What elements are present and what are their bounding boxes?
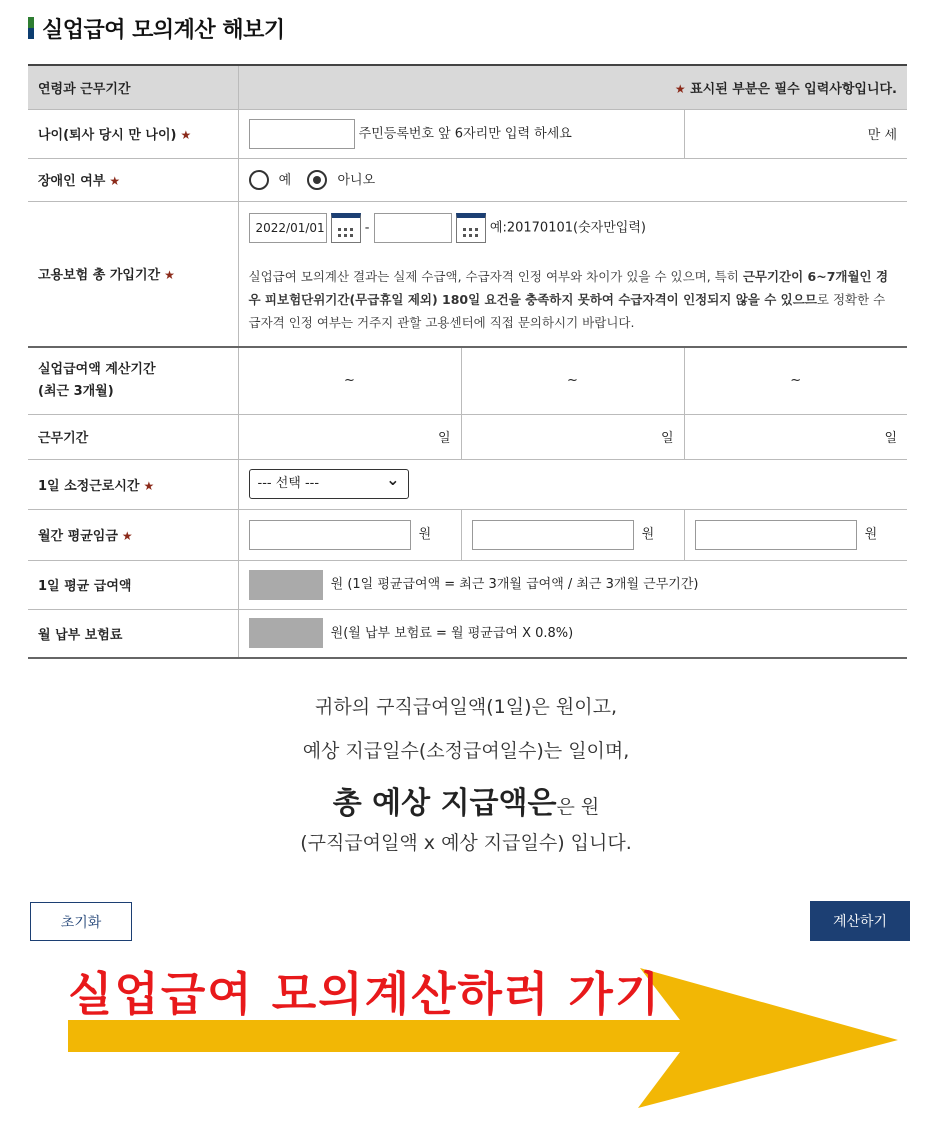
calc-period-label-line2: (최근 3개월)	[38, 383, 114, 399]
header-label: 연령과 근무기간	[28, 65, 238, 109]
calc-period-label-line1: 실업급여액 계산기간	[38, 361, 156, 377]
daily-benefit-desc: 원 (1일 평균급여액 = 최근 3개월 급여액 / 최근 3개월 근무기간)	[330, 577, 699, 592]
monthly-wage-3-cell	[684, 509, 907, 560]
monthly-wage-3-unit: 원	[864, 527, 878, 542]
required-star-icon: ★	[180, 128, 192, 142]
result-line-1: 귀하의 구직급여일액(1일)은 원이고,	[315, 696, 617, 718]
daily-hours-select[interactable]: --- 선택 --- ⌄	[249, 469, 409, 499]
table-header-row	[28, 65, 907, 109]
work-period-1-unit: 일	[238, 414, 461, 459]
work-period-row	[28, 414, 907, 459]
calc-period-row	[28, 347, 907, 414]
age-label-text: 나이(퇴사 당시 만 나이)	[38, 128, 177, 143]
end-date-input[interactable]	[374, 213, 452, 243]
age-input[interactable]	[249, 119, 355, 149]
monthly-wage-1-unit: 원	[418, 527, 432, 542]
disability-no-radio[interactable]	[307, 170, 327, 190]
disability-label-text: 장애인 여부	[38, 174, 106, 189]
result-line-2: 예상 지급일수(소정급여일수)는 일이며,	[302, 740, 630, 762]
monthly-premium-desc: 원(월 납부 보험료 = 월 평균급여 X 0.8%)	[330, 625, 574, 641]
title-accent-bar	[28, 17, 34, 39]
monthly-wage-2-unit: 원	[641, 527, 655, 542]
disability-yes-radio[interactable]	[249, 170, 269, 190]
monthly-premium-row	[28, 609, 907, 658]
page-title-row	[28, 14, 285, 42]
work-period-2-unit: 일	[461, 414, 684, 459]
work-period-3-unit: 일	[684, 414, 907, 459]
disability-yes-label: 예	[278, 172, 292, 188]
age-row	[28, 109, 907, 158]
calc-period-2: ~	[461, 347, 684, 414]
daily-benefit-cell	[238, 560, 907, 609]
notice-text-2: 로 정확한 수급자격 인정 여부는 거주지 관할 고용센터에 직접 문의하시기 바랍니다.	[248, 292, 886, 331]
age-hint: 주민등록번호 앞 6자리만 입력 하세요	[358, 126, 572, 141]
monthly-wage-label	[28, 509, 238, 560]
promo-link-text[interactable]: 실업급여 모의계산하러 가기	[68, 967, 662, 1021]
daily-benefit-row	[28, 560, 907, 609]
start-date-input[interactable]: 2022/01/01	[249, 213, 327, 243]
monthly-wage-3-input[interactable]	[695, 520, 857, 550]
page-title: 실업급여 모의계산 해보기	[42, 17, 285, 43]
required-note-text: 표시된 부분은 필수 입력사항입니다.	[690, 81, 897, 97]
calculator-form-table	[28, 64, 907, 659]
daily-benefit-label: 1일 평균 급여액	[28, 560, 238, 609]
required-star-icon: ★	[674, 81, 686, 96]
date-example: 예:20170101(숫자만입력)	[489, 220, 646, 236]
daily-hours-cell	[238, 459, 907, 509]
insurance-period-row	[28, 201, 907, 347]
required-star-icon: ★	[143, 478, 155, 493]
start-calendar-icon[interactable]	[331, 213, 361, 243]
monthly-premium-output	[249, 618, 323, 648]
calc-period-1: ~	[238, 347, 461, 414]
required-note	[238, 65, 907, 109]
date-separator: -	[364, 220, 370, 236]
monthly-wage-2-input[interactable]	[472, 520, 634, 550]
work-period-label: 근무기간	[28, 414, 238, 459]
disability-row	[28, 158, 907, 201]
monthly-wage-label-text: 월간 평균임금	[38, 529, 118, 544]
end-calendar-icon[interactable]	[456, 213, 486, 243]
daily-hours-label-text: 1일 소정근로시간	[38, 478, 140, 494]
required-star-icon: ★	[109, 174, 121, 188]
age-input-cell	[238, 109, 684, 158]
insurance-period-label-text: 고용보험 총 가입기간	[38, 268, 161, 284]
monthly-wage-1-input[interactable]	[249, 520, 411, 550]
daily-benefit-output	[249, 570, 323, 600]
calc-period-3: ~	[684, 347, 907, 414]
insurance-period-label	[28, 201, 238, 347]
required-star-icon: ★	[164, 268, 175, 283]
monthly-premium-label: 월 납부 보험료	[28, 609, 238, 658]
monthly-wage-row	[28, 509, 907, 560]
daily-hours-label	[28, 459, 238, 509]
disability-options	[238, 158, 907, 201]
age-unit: 만 세	[684, 109, 907, 158]
required-star-icon: ★	[121, 529, 133, 543]
insurance-period-cell	[238, 201, 907, 347]
notice-text-bold: 근무기간이 6~7개월인 경우 피보험단위기간(무급휴일 제외) 180일 요건을 충족하지 못하여 수급자격이 인정되지 않을 수 있으므	[248, 269, 889, 308]
reset-button[interactable]: 초기화	[30, 902, 132, 941]
monthly-wage-1-cell	[238, 509, 461, 560]
calc-period-label	[28, 347, 238, 414]
calculate-button[interactable]: 계산하기	[810, 901, 910, 941]
insurance-notice	[249, 265, 898, 334]
result-line-3	[0, 778, 932, 822]
disability-no-label: 아니오	[337, 172, 376, 188]
notice-text-1: 실업급여 모의계산 결과는 실제 수급액, 수급자격 인정 여부와 차이가 있을 수 있으며, 특히	[248, 269, 743, 285]
date-range-row	[249, 213, 898, 243]
monthly-premium-cell	[238, 609, 907, 658]
monthly-wage-2-cell	[461, 509, 684, 560]
daily-hours-row	[28, 459, 907, 509]
disability-label	[28, 158, 238, 201]
result-total-value: 은 원	[556, 796, 600, 818]
age-label	[28, 109, 238, 158]
result-total-heading: 총 예상 지급액은	[332, 786, 557, 821]
result-line-4: (구직급여일액 x 예상 지급일수) 입니다.	[300, 832, 632, 854]
